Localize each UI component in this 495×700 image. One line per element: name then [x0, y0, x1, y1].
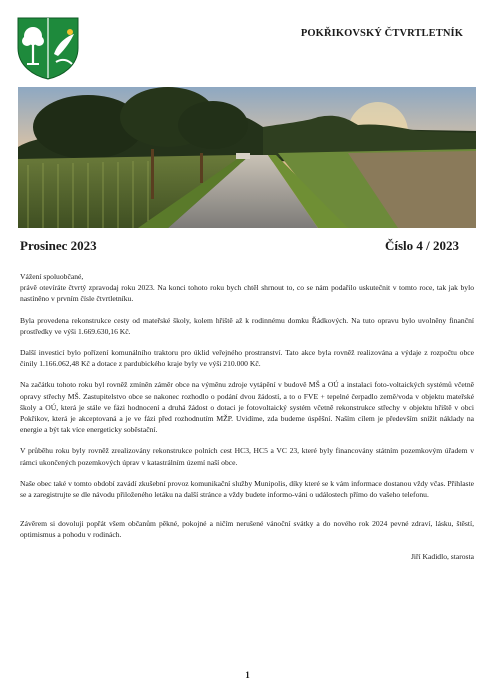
letter-paragraph: Naše obec také v tomto období zavádí zkušební provoz komunikační služby Munipolis, díky které se k vám informace dostanou vždy včas. Přihlaste se a zaregistrujte se dle návodu přiloženého letáku na další stránce a vždy budete informo-váni o událostech přímo do vašeho telefonu.: [20, 478, 474, 500]
letter-paragraph: Na začátku tohoto roku byl rovněž zmíněn záměr obce na výměnu zdroje vytápění v budově MŠ a OÚ a instalaci foto-voltaických systémů včetně opravy střechy MŠ. Zastupitelstvo obce se nakonec rozhodlo o podání dvou žádostí, a to o FVE + tepelné čerpadlo země/voda v objektu mateřské školy a OÚ, která je stále ve fázi hodnocení a druhá žádost o dotaci je fotovoltaický systém včetně rekonstrukce střechy v objektu hřiště v obci Pokřikov, která je akceptovaná a je ve fázi před rozhodnutím MŽP. Uvidíme, zda budeme úspěšní. Naším cílem je především snížit náklady na energie a být tak více energeticky soběstační.: [20, 380, 474, 435]
issue-month: Prosinec 2023: [20, 238, 97, 253]
letter-greeting: Vážení spoluobčané,: [20, 272, 84, 281]
cover-photo-road-sunset: [18, 87, 476, 228]
signature: Jiří Kadidlo, starosta: [410, 551, 474, 561]
page-number: 1: [245, 670, 250, 680]
letter-paragraph: V průběhu roku byly rovněž zrealizovány rekonstrukce polních cest HC3, HC5 a VC 23, které byly financovány státním pozemkovým úřadem v rámci ukončených pozemkových úprav v katastrálním území naší obce.: [20, 446, 474, 467]
letter-paragraph: Byla provedena rekonstrukce cesty od mateřské školy, kolem hřiště až k rodinnému domku Řádkových. Na tuto opravu bylo uvolněny finanční prostředky ve výši 1.669.630,16 Kč.: [20, 315, 474, 336]
newsletter-title: POKŘIKOVSKÝ ČTVRTLETNÍK: [300, 28, 463, 39]
letter-paragraph: právě otevíráte čtvrtý zpravodaj roku 2023. Na konci tohoto roku bych chtěl shrnout to, co se nám podařilo uskutečnit v tomto roce, tak jak bylo nastíněno v prvním čísle čtvrtletníku.: [20, 283, 474, 304]
municipal-crest-logo: [14, 14, 82, 80]
issue-number: Číslo 4 / 2023: [384, 238, 459, 253]
letter-paragraph: Závěrem si dovoluji popřát všem občanům pěkné, pokojné a ničím nerušené vánoční svátky a do nového rok 2024 pevné zdraví, lásku, štěstí, optimismus a pohodu v rodinách.: [20, 519, 474, 540]
mayor-letter: [20, 271, 474, 562]
letter-paragraph: Další investicí bylo pořízení komunálního traktoru pro úklid veřejného prostranství. Tato akce byla rovněž realizována a výdaje z rozpočtu obce činily 1.166.062,48 Kč a dotace z pardubického kraje byly ve výši 210.000 Kč.: [20, 348, 474, 369]
issue-line: [20, 238, 459, 254]
